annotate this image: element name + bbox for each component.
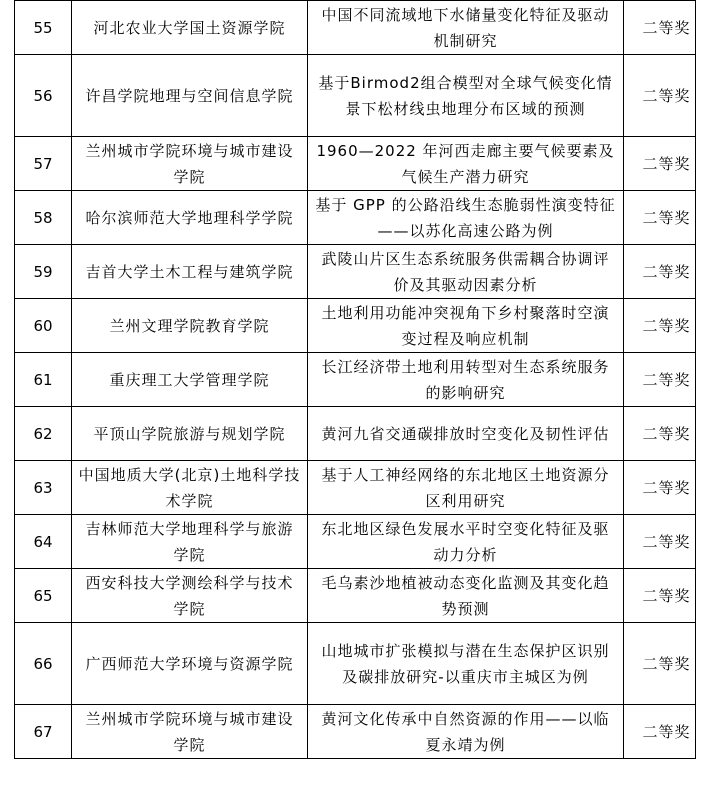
table-row — [15, 137, 696, 191]
table-row — [15, 55, 696, 137]
award-cell: 二等奖 — [624, 299, 696, 353]
award-cell: 二等奖 — [624, 55, 696, 137]
institution-cell: 许昌学院地理与空间信息学院 — [72, 55, 308, 137]
award-cell: 二等奖 — [624, 353, 696, 407]
row-number: 55 — [15, 1, 72, 55]
project-title-cell: 土地利用功能冲突视角下乡村聚落时空演变过程及响应机制 — [308, 299, 624, 353]
row-number: 64 — [15, 515, 72, 569]
table-row — [15, 1, 696, 55]
table-row — [15, 705, 696, 759]
table-row — [15, 191, 696, 245]
table-row — [15, 407, 696, 461]
award-cell: 二等奖 — [624, 245, 696, 299]
project-title-cell: 黄河九省交通碳排放时空变化及韧性评估 — [308, 407, 624, 461]
institution-cell: 河北农业大学国土资源学院 — [72, 1, 308, 55]
project-title-cell: 中国不同流域地下水储量变化特征及驱动机制研究 — [308, 1, 624, 55]
project-title-cell: 山地城市扩张模拟与潜在生态保护区识别及碳排放研究-以重庆市主城区为例 — [308, 623, 624, 705]
project-title-cell: 黄河文化传承中自然资源的作用——以临夏永靖为例 — [308, 705, 624, 759]
project-title-cell: 武陵山片区生态系统服务供需耦合协调评价及其驱动因素分析 — [308, 245, 624, 299]
row-number: 65 — [15, 569, 72, 623]
institution-cell: 兰州文理学院教育学院 — [72, 299, 308, 353]
award-cell: 二等奖 — [624, 137, 696, 191]
row-number: 58 — [15, 191, 72, 245]
award-cell: 二等奖 — [624, 191, 696, 245]
award-cell: 二等奖 — [624, 623, 696, 705]
project-title-cell: 长江经济带土地利用转型对生态系统服务的影响研究 — [308, 353, 624, 407]
project-title-cell: 1960—2022 年河西走廊主要气候要素及气候生产潜力研究 — [308, 137, 624, 191]
row-number: 63 — [15, 461, 72, 515]
institution-cell: 广西师范大学环境与资源学院 — [72, 623, 308, 705]
table-row — [15, 299, 696, 353]
table-row — [15, 623, 696, 705]
table-row — [15, 245, 696, 299]
institution-cell: 吉首大学土木工程与建筑学院 — [72, 245, 308, 299]
project-title-cell: 基于人工神经网络的东北地区土地资源分区利用研究 — [308, 461, 624, 515]
project-title-cell: 东北地区绿色发展水平时空变化特征及驱动力分析 — [308, 515, 624, 569]
row-number: 62 — [15, 407, 72, 461]
row-number: 66 — [15, 623, 72, 705]
project-title-cell: 基于Birmod2组合模型对全球气候变化情景下松材线虫地理分布区域的预测 — [308, 55, 624, 137]
project-title-cell: 毛乌素沙地植被动态变化监测及其变化趋势预测 — [308, 569, 624, 623]
institution-cell: 兰州城市学院环境与城市建设学院 — [72, 705, 308, 759]
institution-cell: 哈尔滨师范大学地理科学学院 — [72, 191, 308, 245]
row-number: 57 — [15, 137, 72, 191]
award-cell: 二等奖 — [624, 515, 696, 569]
project-title-cell: 基于 GPP 的公路沿线生态脆弱性演变特征——以苏化高速公路为例 — [308, 191, 624, 245]
row-number: 59 — [15, 245, 72, 299]
table-row — [15, 353, 696, 407]
table-row — [15, 569, 696, 623]
institution-cell: 重庆理工大学管理学院 — [72, 353, 308, 407]
institution-cell: 西安科技大学测绘科学与技术学院 — [72, 569, 308, 623]
row-number: 56 — [15, 55, 72, 137]
awards-table — [14, 0, 696, 759]
institution-cell: 兰州城市学院环境与城市建设学院 — [72, 137, 308, 191]
row-number: 61 — [15, 353, 72, 407]
award-cell: 二等奖 — [624, 569, 696, 623]
institution-cell: 平顶山学院旅游与规划学院 — [72, 407, 308, 461]
award-cell: 二等奖 — [624, 407, 696, 461]
award-cell: 二等奖 — [624, 705, 696, 759]
row-number: 67 — [15, 705, 72, 759]
institution-cell: 中国地质大学(北京)土地科学技术学院 — [72, 461, 308, 515]
award-cell: 二等奖 — [624, 1, 696, 55]
table-row — [15, 461, 696, 515]
table-row — [15, 515, 696, 569]
institution-cell: 吉林师范大学地理科学与旅游学院 — [72, 515, 308, 569]
award-cell: 二等奖 — [624, 461, 696, 515]
row-number: 60 — [15, 299, 72, 353]
